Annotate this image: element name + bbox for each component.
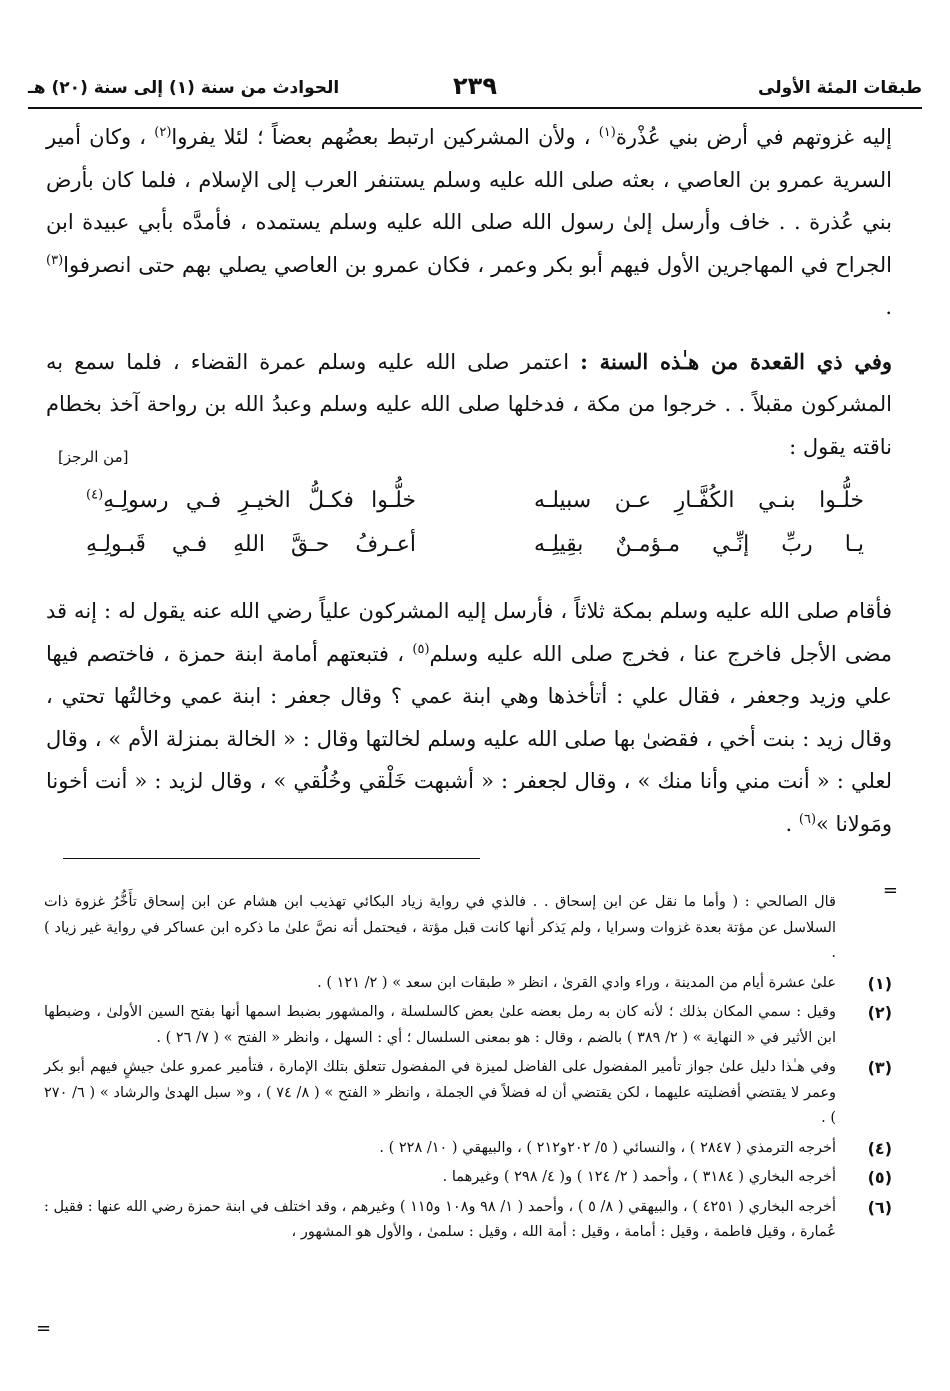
footnote-ref-3: (٣)	[46, 252, 64, 268]
footnote-6: (٦) أخرجه البخاري ( ٤٢٥١ ) ، والبيهقي ( ٨/ ٥ ) ، وأحمد ( ١/ ٩٨ و١٠٨ و١١٥ ) وغيرهم ، وقد اختلف في ابنة حمزة رضي الله عنها : فقيل : عُمارة ، وقيل فاطمة ، وقيل : أمامة ، وقيل : أمة الله ، وقيل : سلمىٰ ، والأول هو المشهور ،	[44, 1197, 892, 1240]
paragraph-2: وفي ذي القعدة من هـٰذه السنة : اعتمر صلى الله عليه وسلم عمرة القضاء ، فلما سمع به المشركون مقبلاً . . خرجوا من مكة ، فدخلها صلى الله عليه وسلم وعبدُ الله بن رواحة آخذ بخطام ناقته يقول :	[46, 348, 892, 459]
hemistich-left: خلُّـوا فكـلُّ الخيـرِ فـي رسولِـهِ$^{(٤)}$	[86, 487, 416, 513]
poem	[56, 488, 864, 576]
verse-line-1	[56, 488, 864, 532]
hemistich-left: أعـرفُ حـقَّ اللهِ فـي قَبـولِـهِ	[86, 532, 416, 557]
header-rule	[28, 107, 922, 109]
footnote-ref-5: (٥)	[412, 641, 430, 657]
footnote-separator	[63, 858, 480, 859]
footnotes	[44, 890, 892, 1250]
main-text	[46, 116, 892, 468]
paragraph-3: فأقام صلى الله عليه وسلم بمكة ثلاثاً ، فأرسل إليه المشركون علياً رضي الله عنه يقول له : إنه قد مضى الأجل فاخرج عنا ، فخرج صلى الله عليه وسلم$^{(٥)}$ ، فتبعتهم أمامة ابنة حمزة ، فاختصم فيها علي وزيد وجعفر ، فقال علي : أتأخذها وهي ابنة عمي ؟ وقال جعفر : ابنة عمي وخالتُها تحتي ، وقال زيد : بنت أخي ، فقضىٰ بها صلى الله عليه وسلم لخالتها وقال : « الخالة بمنزلة الأم » ، وقال لعلي : « أنت مني وأنا منك » ، وقال لجعفر : « أشبهت خَلْقي وخُلُقي » ، وقال لزيد : « أنت أخونا ومَولانا »$^{(٦)}$ .	[46, 599, 892, 836]
footnote-4: (٤) أخرجه الترمذي ( ٢٨٤٧ ) ، والنسائي ( ٥/ ٢٠٢و٢١٢ ) ، والبيهقي ( ١٠/ ٢٢٨ ) .	[379, 1138, 892, 1158]
verse-line-2	[56, 532, 864, 576]
hemistich-right: خلُّـوا بنـي الكُفَّـارِ عـن سبيلـه	[534, 488, 864, 513]
continuation-mark-bottom: =	[36, 1318, 52, 1339]
footnote-1: (١) علىٰ عشرة أيام من المدينة ، وراء وادي القرىٰ ، انظر « طبقات ابن سعد » ( ٢/ ١٢١ ) .	[317, 973, 892, 993]
page-number: ٢٣٩	[453, 72, 497, 100]
meter-label: [من الرجز]	[58, 448, 129, 466]
footnote-ref-1: (١)	[598, 125, 616, 140]
running-header	[28, 72, 922, 106]
footnote-ref-4: (٤)	[86, 487, 104, 503]
footnote-2: (٢) وقيل : سمي المكان بذلك ؛ لأنه كان به رمل بعضه علىٰ بعض كالسلسلة ، والمشهور بضبط اسمها أنها بفتح السين الأولىٰ ، وضبطها ابن الأثير في « النهاية » ( ٢/ ٣٨٩ ) بالضم ، وقال : هو بمعنى السلسال ؛ أي : السهل ، وانظر « الفتح » ( ٧/ ٢٦ ) .	[44, 1003, 892, 1046]
footnote-5: (٥) أخرجه البخاري ( ٣١٨٤ ) ، وأحمد ( ٢/ ١٢٤ ) و( ٤/ ٢٩٨ ) وغيرهما .	[442, 1168, 892, 1187]
book-title: طبقات المئة الأولى	[758, 78, 922, 98]
continuation-mark-top: =	[882, 880, 898, 901]
footnote-ref-6: (٦)	[798, 811, 817, 827]
footnote-continuation: قال الصالحي : ( وأما ما نقل عن ابن إسحاق . . فالذي في رواية زياد البكائي تهذيب ابن هشام عن ابن إسحاق تأَخُّرُ غزوة ذات السلاسل عن مؤتة بعدة غزوات وسرايا ، ولم يَذكر أنها كانت قبل مؤتة ، فيحتمل أنه نصَّ علىٰ ما ذكره ابن عساكر في رواية غير زياد ) .	[44, 894, 836, 961]
main-text-continued	[46, 590, 892, 845]
footnote-3: (٣) وفي هـٰذا دليل علىٰ جواز تأمير المفضول على الفاضل لميزة في المفضول تتعلق بتلك الإمارة ، فتأمير عمرو علىٰ جيشٍ فيهم أبو بكر وعمر لا يقتضي أفضليته عليهما ، لكن يقتضي أن له فضلاً في الجملة ، وانظر « الفتح » ( ٨/ ٧٤ ) ، و« سبل الهدىٰ والرشاد » ( ٦/ ٢٧٠ ) .	[44, 1058, 892, 1126]
hemistich-right: يـا ربِّ إنِّـي مـؤمـنٌ بقِيلِـه	[534, 532, 864, 557]
footnote-ref-2: (٢)	[154, 125, 172, 140]
paragraph-2-lead: وفي ذي القعدة من هـٰذه السنة :	[580, 348, 892, 374]
section-title: الحوادث من سنة (١) إلى سنة (٢٠) هـ	[28, 78, 340, 98]
paragraph-1: إليه غزوتهم في أرض بني عُذْرة$^{(١)}$ ، ولأن المشركين ارتبط بعضُهم بعضاً ؛ لئلا يفروا$^{(٢)}$ ، وكان أمير السرية عمرو بن العاصي ، بعثه صلى الله عليه وسلم يستنفر العرب إلى الإسلام ، فلما كان بأرض بني عُذرة . . خاف وأرسل إلىٰ رسول الله صلى الله عليه وسلم يستمده ، فأمدَّه بأبي عبيدة ابن الجراح في المهاجرين الأول فيهم أبو بكر وعمر ، فكان عمرو بن العاصي يصلي بهم حتى انصرفوا$^{(٣)}$ .	[46, 125, 892, 319]
